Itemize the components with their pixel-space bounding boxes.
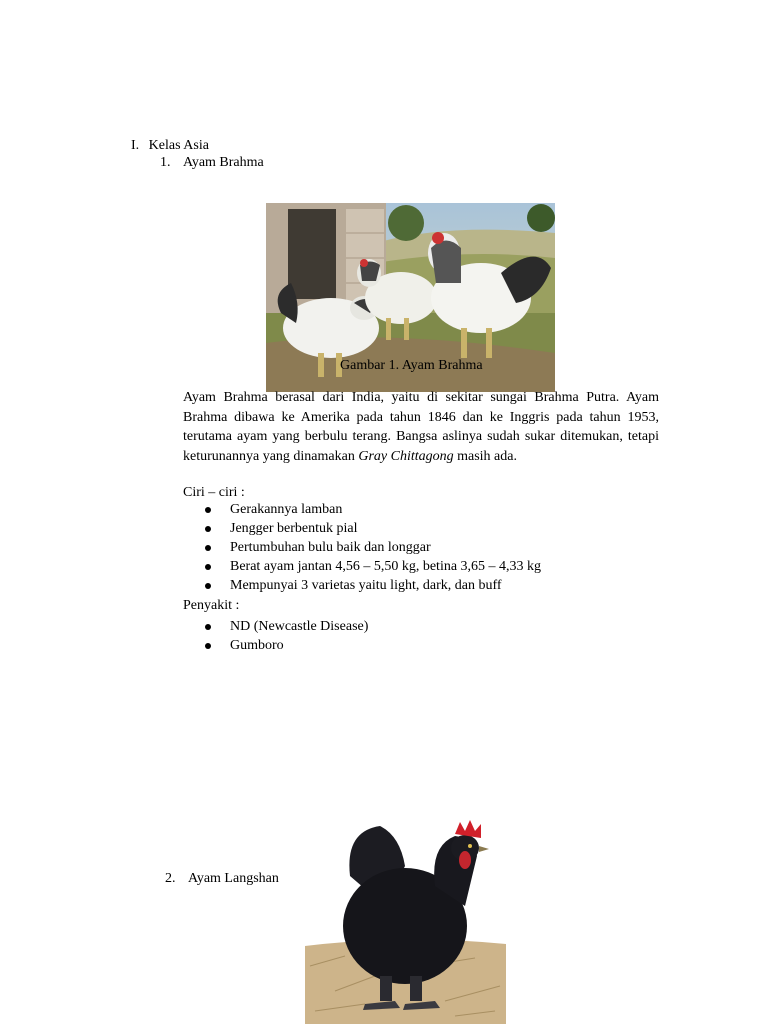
langshan-chicken-image — [305, 816, 506, 1024]
penyakit-item: ND (Newcastle Disease) — [230, 619, 369, 634]
bullet-icon — [205, 624, 211, 630]
item-number: 2. — [165, 871, 176, 886]
description-paragraph — [183, 388, 659, 466]
ciri-item: Berat ayam jantan 4,56 – 5,50 kg, betina 3,65 – 4,33 kg — [230, 559, 542, 574]
bullet-icon — [205, 507, 211, 513]
bullet-icon — [205, 545, 211, 551]
description-text-2: masih ada. — [453, 448, 517, 464]
bullet-icon — [205, 526, 211, 532]
ciri-item: Gerakannya lamban — [230, 502, 343, 517]
ciri-item: Jengger berbentuk pial — [230, 521, 358, 536]
ciri-item: Pertumbuhan bulu baik dan longgar — [230, 540, 431, 555]
penyakit-label: Penyakit : — [183, 598, 240, 613]
description-text-1: Ayam Brahma berasal dari India, yaitu di sekitar sungai Brahma Putra. Ayam Brahma dibawa ke Amerika pada tahun 1846 dan ke Inggris pada tahun 1953, terutama ayam yang berbulu terang. Bangsa aslinya sudah sukar ditemukan, tetapi keturunannya yang dinamakan — [183, 390, 659, 464]
ciri-label: Ciri – ciri : — [183, 485, 245, 500]
item-heading-brahma — [160, 154, 264, 172]
section-title: Kelas Asia — [148, 138, 209, 153]
penyakit-item: Gumboro — [230, 638, 284, 653]
item-heading-langshan — [165, 870, 279, 888]
bullet-icon — [205, 564, 211, 570]
figure-caption: Gambar 1. Ayam Brahma — [340, 358, 483, 373]
bullet-icon — [205, 643, 211, 649]
ciri-item: Mempunyai 3 varietas yaitu light, dark, dan buff — [230, 578, 502, 593]
description-italic: Gray Chittagong — [358, 448, 454, 464]
item-title: Ayam Brahma — [183, 155, 264, 170]
item-number: 1. — [160, 155, 171, 170]
bullet-icon — [205, 583, 211, 589]
section-number: I. — [131, 138, 140, 153]
section-heading — [131, 137, 209, 155]
item-title: Ayam Langshan — [188, 871, 279, 886]
